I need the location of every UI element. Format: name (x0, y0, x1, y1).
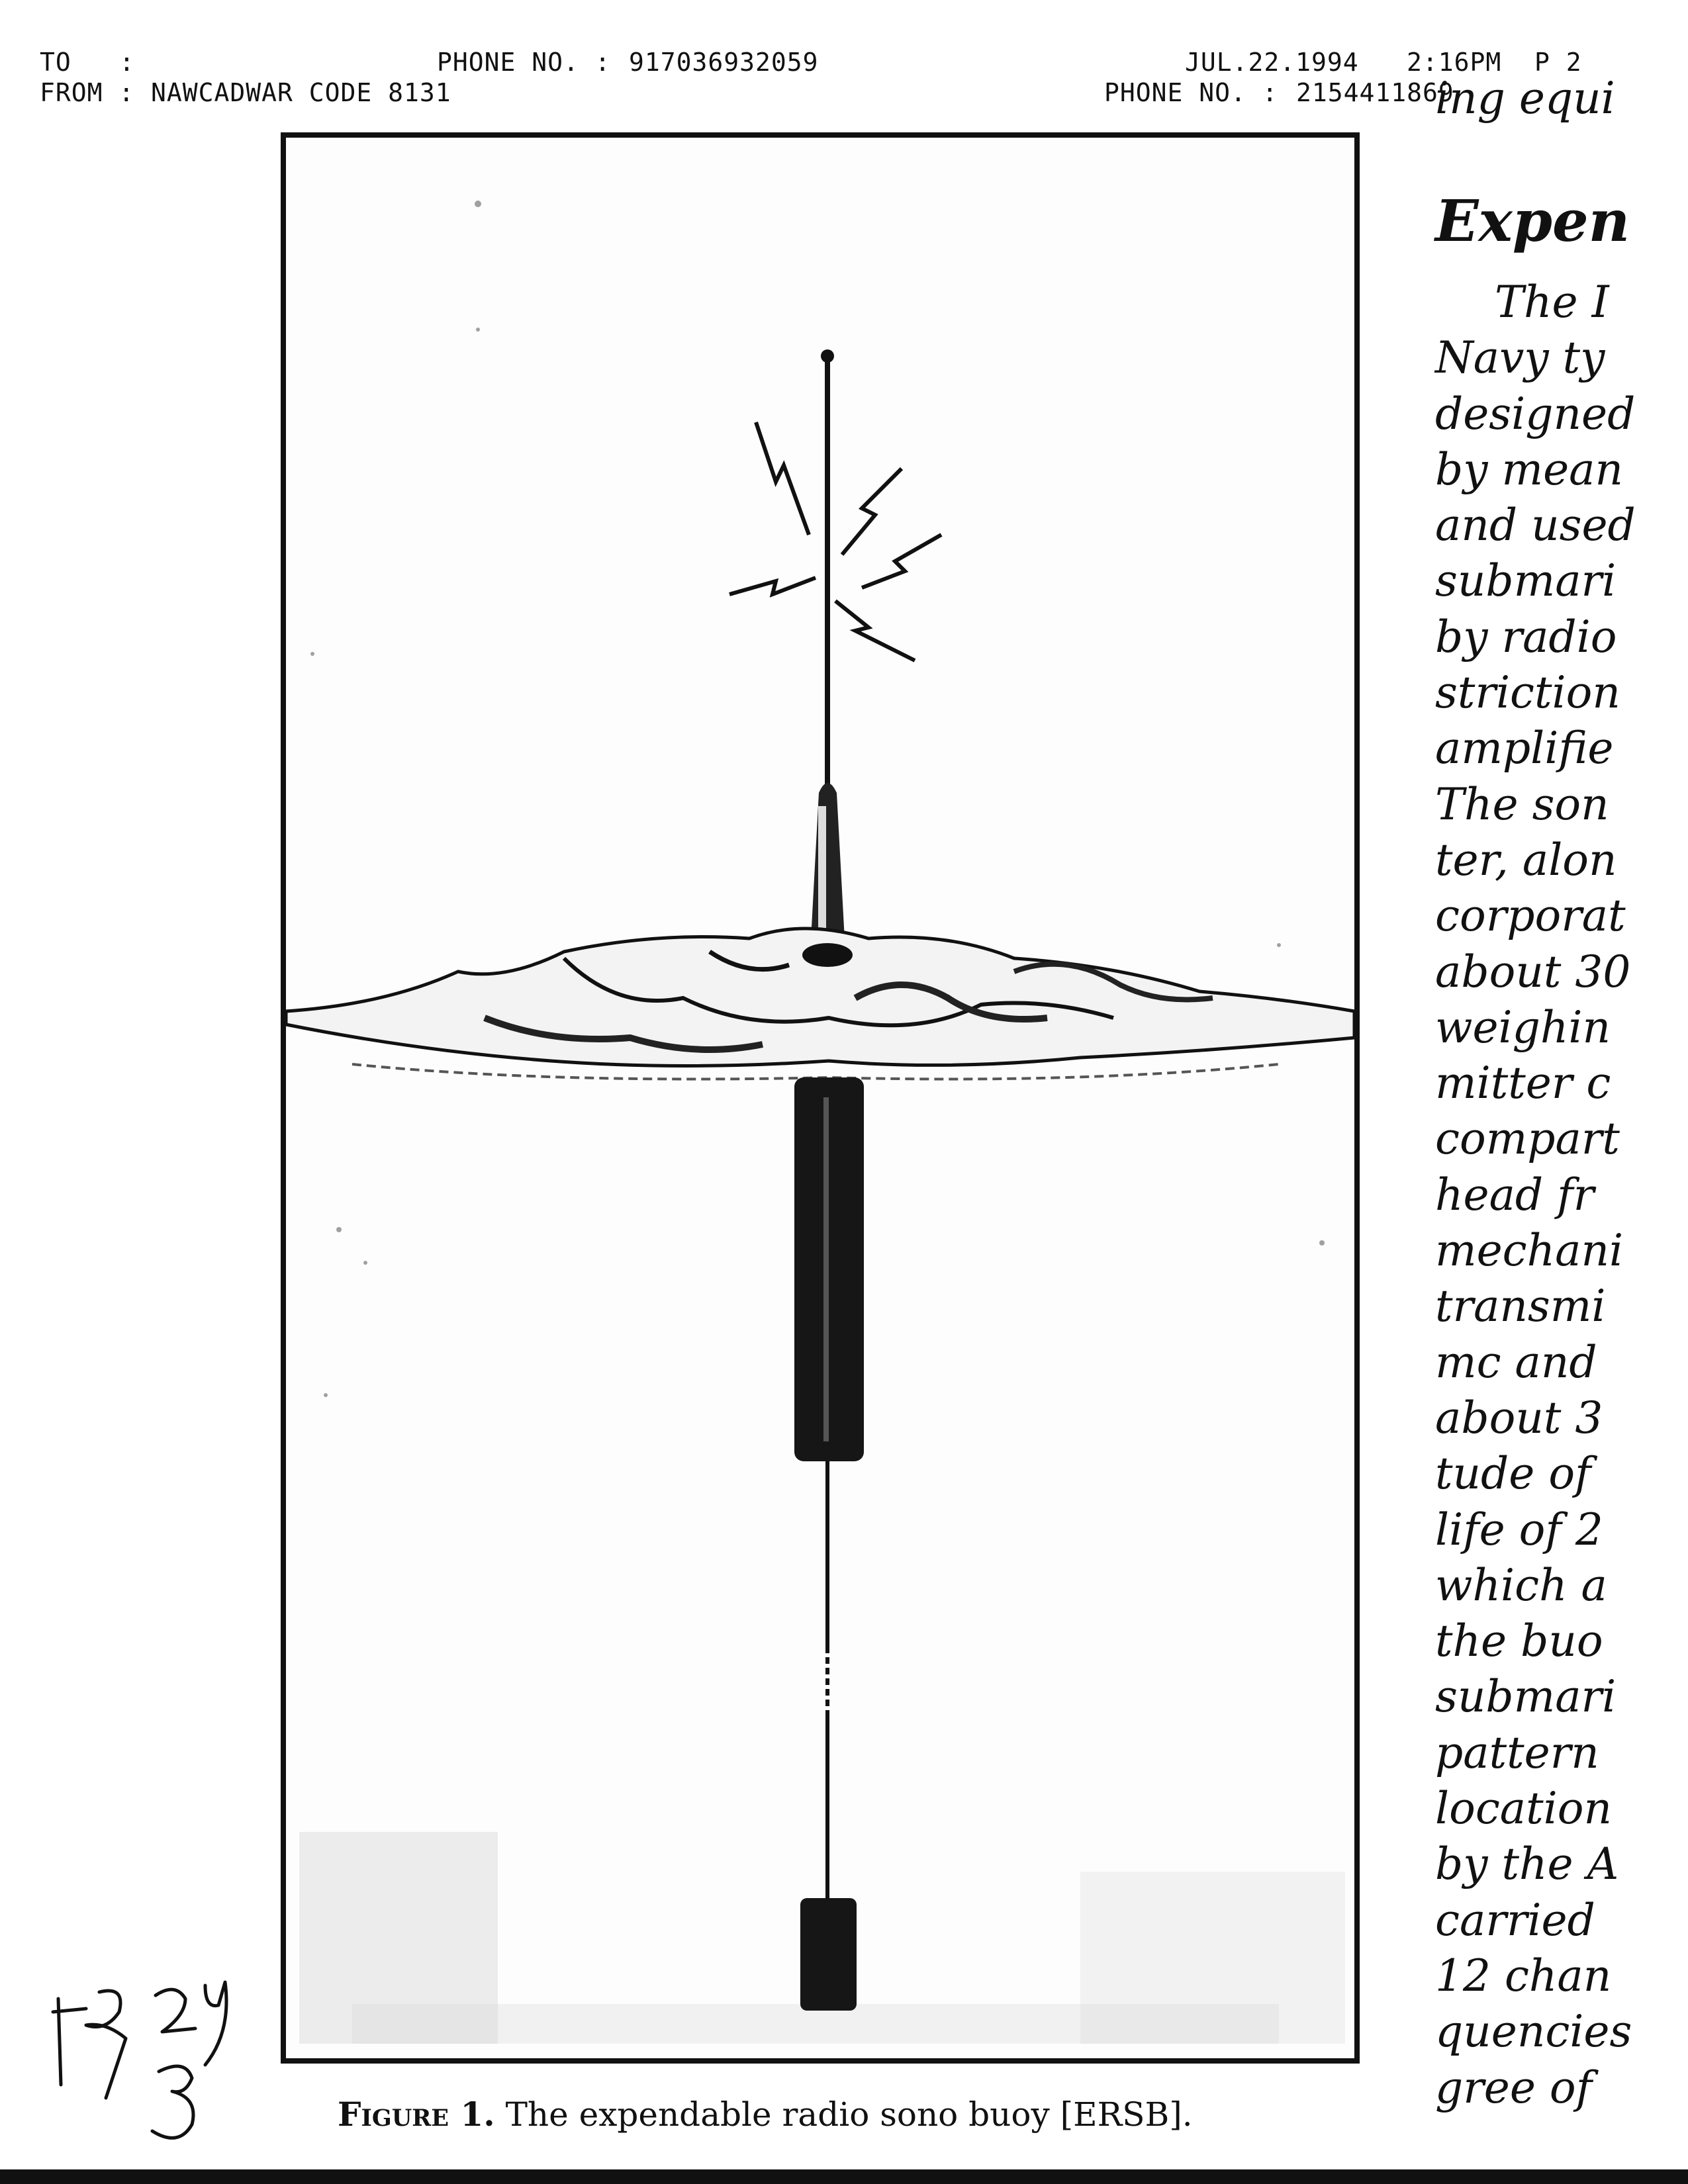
column-text-line: ter, alon (1435, 834, 1617, 886)
fax-phone-label-left: PHONE NO. : (437, 48, 611, 77)
fax-page: P 2 (1534, 48, 1582, 77)
column-text-line: submari (1435, 555, 1617, 607)
column-text-line: and used (1435, 500, 1636, 551)
figure-caption-lead: Figure 1. (338, 2095, 495, 2134)
column-cut-top-line (1435, 73, 1634, 128)
column-text-line: gree of (1435, 2062, 1593, 2113)
column-lines (1435, 275, 1634, 2116)
fax-phone-value-left: 917036932059 (629, 48, 819, 77)
handwritten-note (26, 1959, 265, 2158)
fax-from-label: FROM : (40, 78, 135, 107)
column-text-line: amplifie (1435, 723, 1614, 774)
column-text-line: the buo (1435, 1615, 1603, 1667)
column-text-line: striction (1435, 667, 1620, 719)
column-text-line: The son (1435, 778, 1609, 830)
scan-bottom-edge (0, 2169, 1688, 2184)
column-text-line: mechani (1435, 1225, 1624, 1277)
fax-time: 2:16PM (1407, 48, 1502, 77)
fax-to-value: : (119, 48, 135, 77)
column-text-line: about 3 (1435, 1392, 1603, 1443)
fax-to-label: TO (40, 48, 71, 77)
buoy-body (794, 1077, 864, 1461)
column-cut-top-text: ing equi (1435, 73, 1615, 124)
section-heading: Expen (1435, 188, 1630, 255)
column-text-line: which a (1435, 1559, 1607, 1611)
column-text-line: The I (1495, 277, 1609, 328)
column-text-line: by radio (1435, 611, 1617, 662)
text-column (1435, 189, 1634, 2116)
column-text-line: submari (1435, 1671, 1617, 1723)
column-text-line: compart (1435, 1113, 1620, 1165)
column-text-line: mitter c (1435, 1058, 1611, 1109)
figure-frame (281, 132, 1360, 2064)
column-text-line: life of 2 (1435, 1504, 1603, 1555)
fax-date: JUL.22.1994 (1185, 48, 1359, 77)
column-text-line: pattern (1435, 1727, 1599, 1778)
column-text-line: 12 chan (1435, 1950, 1612, 2001)
column-text-line: head fr (1435, 1169, 1595, 1220)
column-text-line: designed (1435, 388, 1636, 439)
fax-phone-label-right: PHONE NO. : (1104, 78, 1278, 107)
column-text-line: corporat (1435, 890, 1626, 942)
fax-from-value: NAWCADWAR CODE 8131 (151, 78, 451, 107)
column-text-line: Navy ty (1435, 332, 1605, 384)
radio-signal-bolts (729, 422, 941, 660)
hydrophone-weight (800, 1898, 857, 2011)
column-text-line: transmi (1435, 1281, 1606, 1332)
column-text-line: tude of (1435, 1448, 1591, 1500)
column-text-line: mc and (1435, 1336, 1597, 1388)
column-text-line: weighin (1435, 1001, 1611, 1053)
figure-caption-text: The expendable radio sono buoy [ERSB]. (505, 2095, 1193, 2134)
column-text-line: about 30 (1435, 946, 1631, 997)
column-text-line: carried (1435, 1894, 1595, 1946)
column-text-line: by the A (1435, 1839, 1619, 1890)
column-text-line: by mean (1435, 443, 1624, 495)
fax-phone-value-right: 2154411869 (1296, 78, 1454, 107)
sonobuoy-illustration (286, 138, 1354, 2058)
ocean-waves (286, 929, 1354, 1079)
figure-caption (338, 2095, 1193, 2134)
buoy-float-housing (810, 783, 845, 952)
column-text-line: location (1435, 1783, 1613, 1835)
column-text-line: quencies (1435, 2006, 1632, 2058)
